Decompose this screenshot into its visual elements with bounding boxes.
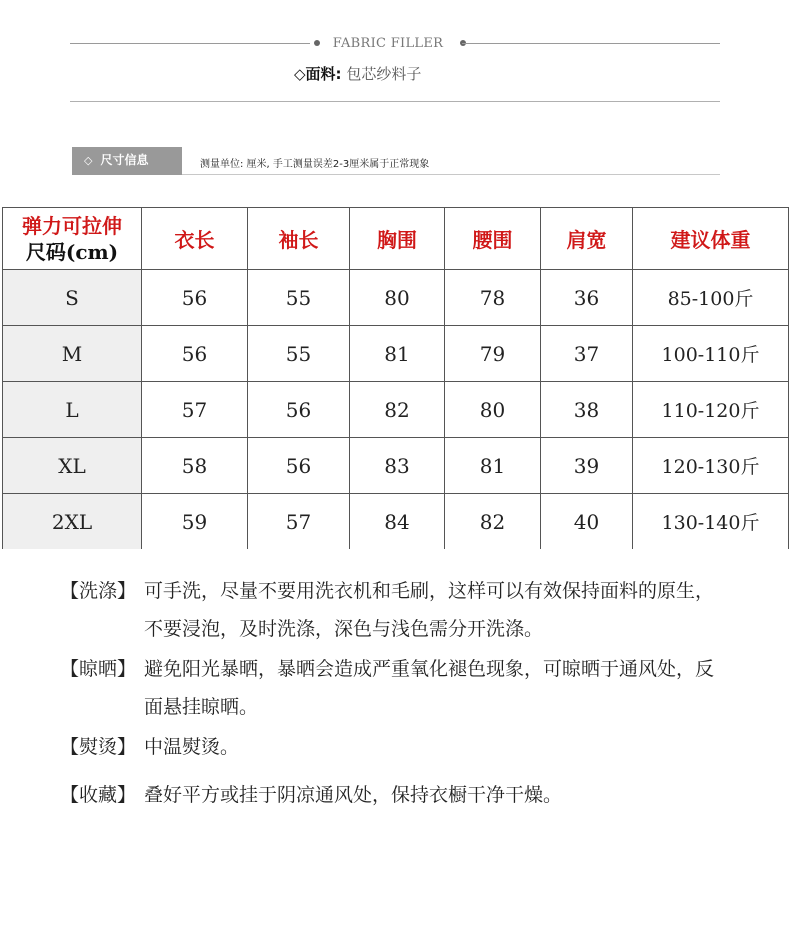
care-dry [60,650,760,726]
waist-cell: 78 [445,270,541,326]
sleeve-cell: 55 [248,326,350,382]
size-unit-label: 尺码(cm) [25,239,119,264]
header-sleeve: 袖长 [248,208,350,270]
waist-cell: 80 [445,382,541,438]
material-label: ◇面料: [294,65,342,83]
size-info-tag [72,147,182,175]
size-info-bar [72,147,720,175]
shoulder-cell: 37 [541,326,633,382]
header-divider-left [70,43,310,44]
material-row [294,63,421,84]
care-iron-text: 中温熨烫。 [144,736,240,758]
elastic-note: 弹力可拉伸 [22,213,122,238]
fabric-header-title: FABRIC FILLER [332,36,444,51]
length-cell: 58 [142,438,248,494]
chest-cell: 82 [350,382,445,438]
care-storage-text: 叠好平方或挂于阴凉通风处，保持衣橱干净干燥。 [144,784,563,806]
care-wash [60,572,760,648]
weight-cell: 110-120斤 [633,382,789,438]
care-wash-text: 可手洗，尽量不要用洗衣机和毛刷，这样可以有效保持面料的原生，不要浸泡，及时洗涤，深色与浅色需分开洗涤。 [144,580,715,640]
weight-cell: 100-110斤 [633,326,789,382]
table-row [3,270,789,326]
length-cell: 57 [142,382,248,438]
header-divider-right [462,43,720,44]
header-size-cell [3,208,142,270]
care-wash-label: 【洗涤】 [60,580,137,602]
waist-cell: 82 [445,494,541,550]
care-instructions [60,572,760,816]
section-divider [70,101,720,102]
table-row [3,326,789,382]
care-storage [60,776,760,814]
weight-cell: 120-130斤 [633,438,789,494]
care-dry-text: 避免阳光暴晒，暴晒会造成严重氧化褪色现象，可晾晒于通风处，反面悬挂晾晒。 [144,658,715,718]
waist-cell: 79 [445,326,541,382]
care-dry-label: 【晾晒】 [60,658,137,680]
material-value: 包芯纱料子 [346,65,422,83]
length-cell: 56 [142,326,248,382]
size-cell: XL [3,438,142,494]
header-weight: 建议体重 [633,208,789,270]
care-iron [60,728,760,766]
table-row [3,494,789,550]
diamond-icon: ◇ [84,154,93,167]
sleeve-cell: 56 [248,438,350,494]
table-row [3,382,789,438]
chest-cell: 83 [350,438,445,494]
weight-cell: 85-100斤 [633,270,789,326]
size-table [2,207,789,549]
shoulder-cell: 38 [541,382,633,438]
sleeve-cell: 57 [248,494,350,550]
weight-cell: 130-140斤 [633,494,789,550]
chest-cell: 80 [350,270,445,326]
length-cell: 56 [142,270,248,326]
shoulder-cell: 39 [541,438,633,494]
size-cell: 2XL [3,494,142,550]
header-chest: 胸围 [350,208,445,270]
size-cell: L [3,382,142,438]
size-cell: M [3,326,142,382]
size-info-tag-label: 尺寸信息 [100,153,149,167]
header-dot-left [314,40,320,46]
header-shoulder: 肩宽 [541,208,633,270]
size-cell: S [3,270,142,326]
fabric-header [70,34,720,54]
length-cell: 59 [142,494,248,550]
size-table-header [3,208,789,270]
header-length: 衣长 [142,208,248,270]
header-waist: 腰围 [445,208,541,270]
sleeve-cell: 56 [248,382,350,438]
table-row [3,438,789,494]
shoulder-cell: 40 [541,494,633,550]
chest-cell: 81 [350,326,445,382]
sleeve-cell: 55 [248,270,350,326]
care-iron-label: 【熨烫】 [60,736,137,758]
size-bar-underline [182,174,720,175]
care-storage-label: 【收藏】 [60,784,137,806]
chest-cell: 84 [350,494,445,550]
waist-cell: 81 [445,438,541,494]
shoulder-cell: 36 [541,270,633,326]
measurement-note: 测量单位: 厘米, 手工测量误差2-3厘米属于正常现象 [200,159,430,170]
